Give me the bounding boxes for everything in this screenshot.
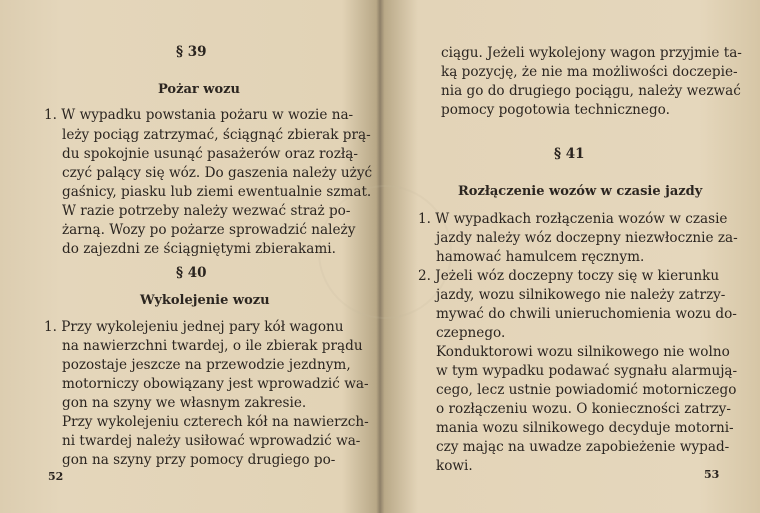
page-number-left: 52 [48,470,64,483]
text-line: cego, lecz ustnie powiadomić motorniczego [436,382,737,398]
text-line: hamować hamulcem ręcznym. [436,249,645,265]
text-line: mywać do chwili unieruchomienia wozu do- [436,306,737,322]
text-line: czepnego. [436,325,506,341]
section-41-number: § 41 [554,146,585,162]
text-line: du spokojnie usunąć pasażerów oraz rozłą- [62,146,358,162]
text-line: motorniczy obowiązany jest wprowadzić wa- [62,376,369,392]
page-number-right: 53 [704,468,720,481]
text-line: leży pociąg zatrzymać, ściągnąć zbierak prą- [62,127,371,143]
text-line: pozostaje jeszcze na przewodzie jezdnym, [62,357,351,373]
text-line: jazdy, wozu silnikowego nie należy zatrzy- [436,287,726,303]
text-line: ni twardej należy usiłować wprowadzić wa- [62,433,361,449]
text-line: nia go do drugiego pociągu, należy wezwać [441,83,741,99]
section-40-title: Wykolejenie wozu [140,293,270,308]
section-39-title: Pożar wozu [158,82,240,97]
text-line: mania wozu silnikowego decyduje motorni- [436,420,734,436]
text-line: na nawierzchni twardej, o ile zbierak prądu [62,338,363,354]
section-39-number: § 39 [176,44,207,60]
text-line: do zajezdni ze ściągniętymi zbierakami. [62,241,336,257]
text-line: gaśnicy, piasku lub ziemi ewentualnie szmat. [62,184,372,200]
text-line: kowi. [436,458,473,474]
text-line: 1. W wypadku powstania pożaru w wozie na- [44,107,354,123]
text-line: czyć palący się wóz. Do gaszenia należy użyć [62,165,373,181]
text-line: Konduktorowi wozu silnikowego nie wolno [436,344,730,360]
section-41-title: Rozłączenie wozów w czasie jazdy [458,184,703,199]
text-line: żarną. Wozy po pożarze sprowadzić należy [62,222,356,238]
section-40-number: § 40 [176,265,207,281]
text-line: Przy wykolejeniu czterech kół na nawierzch- [62,414,369,430]
text-line: 1. W wypadkach rozłączenia wozów w czasie [418,211,728,227]
text-line: gon na szyny we własnym zakresie. [62,395,307,411]
text-line: w tym wypadku podawać sygnału alarmują- [436,363,738,379]
page-right [380,0,760,513]
text-line: jazdy należy wóz doczepny niezwłocznie za- [436,230,738,246]
text-line: ciągu. Jeżeli wykolejony wagon przyjmie ta- [441,45,742,61]
text-line: ką pozycję, że nie ma możliwości doczepie- [441,64,738,80]
text-line: 1. Przy wykolejeniu jednej pary kół wagonu [44,319,344,335]
text-line: pomocy pogotowia technicznego. [441,102,670,118]
text-line: gon na szyny przy pomocy drugiego po- [62,452,336,468]
text-line: 2. Jeżeli wóz doczepny toczy się w kierunku [418,268,720,284]
text-line: W razie potrzeby należy wezwać straż po- [62,203,351,219]
text-line: o rozłączeniu wozu. O konieczności zatrzy- [436,401,731,417]
text-line: czy mając na uwadze zapobieżenie wypad- [436,439,730,455]
